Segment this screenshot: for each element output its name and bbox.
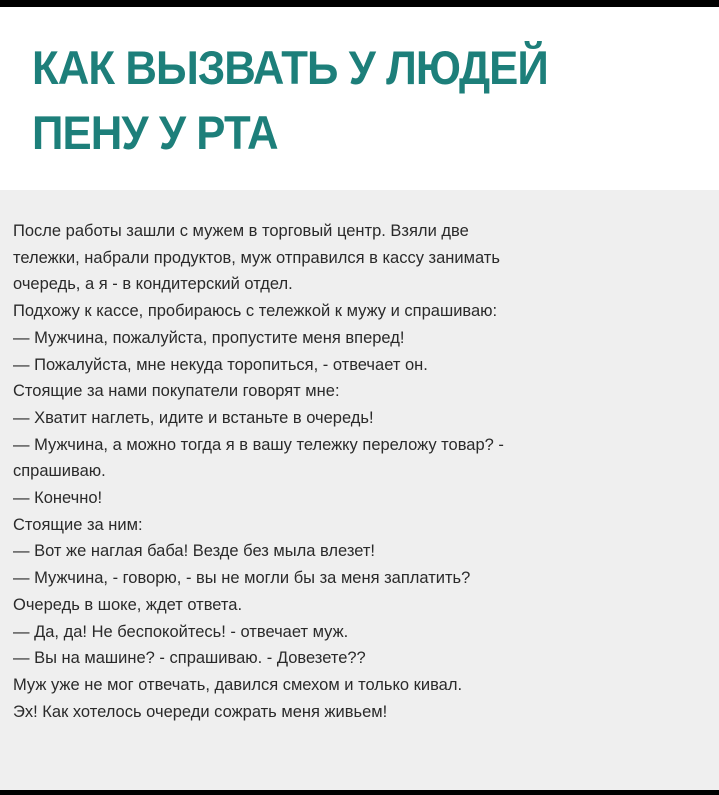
story-line: Эх! Как хотелось очереди сожрать меня живьем! [13, 702, 388, 721]
story-line: — Пожалуйста, мне некуда торопиться, - отвечает он. [13, 355, 428, 374]
story-line: Очередь в шоке, ждет ответа. [13, 595, 243, 614]
story-line: очередь, а я - в кондитерский отдел. [13, 275, 293, 294]
story-panel [0, 190, 719, 790]
story-line: — Мужчина, а можно тогда я в вашу тележку переложу товар? - [13, 435, 504, 454]
story-line: — Вот же наглая баба! Везде без мыла влезет! [13, 542, 375, 561]
story-line: — Да, да! Не беспокойтесь! - отвечает муж. [13, 622, 349, 641]
story-line: Муж уже не мог отвечать, давился смехом и только кивал. [13, 675, 463, 694]
story-line: После работы зашли с мужем в торговый центр. Взяли две [13, 222, 469, 240]
headline-line-1: КАК ВЫЗВАТЬ У ЛЮДЕЙ [32, 41, 548, 94]
headline-line-2: ПЕНУ У РТА [32, 106, 278, 159]
story-line: Стоящие за нами покупатели говорят мне: [13, 382, 340, 401]
story-line: Стоящие за ним: [13, 515, 143, 534]
story-line: — Хватит наглеть, идите и встаньте в очередь! [13, 408, 374, 427]
story-line: спрашиваю. [13, 462, 106, 481]
story-line: Подхожу к кассе, пробираюсь с тележкой к мужу и спрашиваю: [13, 302, 498, 321]
story-line: — Вы на машине? - спрашиваю. - Довезете?? [13, 649, 366, 668]
story-line: тележки, набрали продуктов, муж отправился в кассу занимать [13, 248, 500, 267]
story-line: — Конечно! [13, 489, 103, 508]
story-line: — Мужчина, пожалуйста, пропустите меня вперед! [13, 328, 405, 347]
meme-card [0, 7, 719, 790]
headline [32, 35, 655, 165]
story-text [13, 218, 713, 725]
story-line: — Мужчина, - говорю, - вы не могли бы за меня заплатить? [13, 569, 471, 588]
